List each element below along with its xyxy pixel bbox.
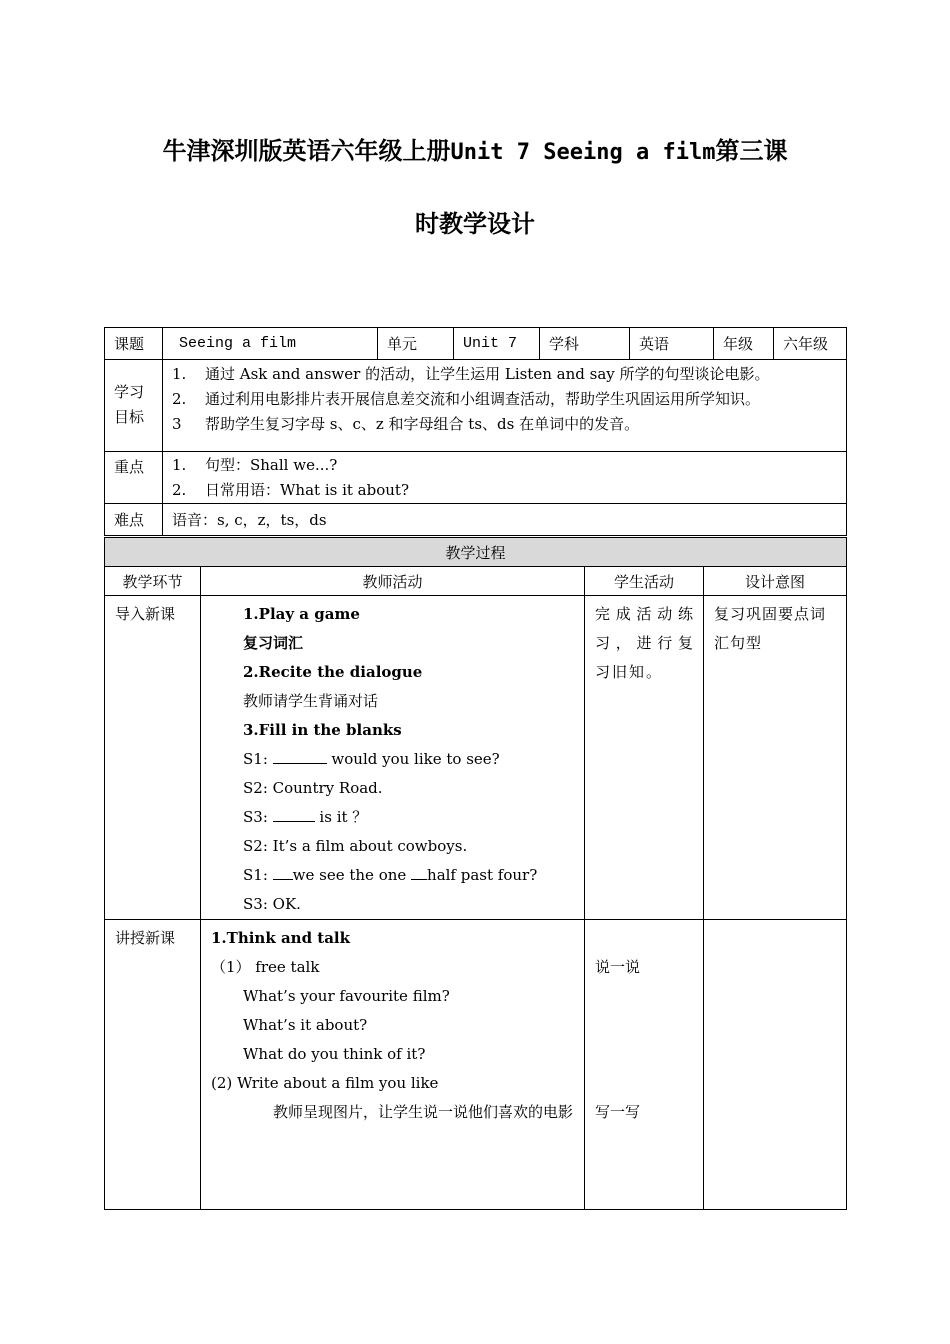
column-header-intent: 设计意图 [704,567,847,596]
column-header-stage: 教学环节 [105,567,201,596]
student-activity-cell: 完成活动练习，进行复习旧知。 [585,596,704,920]
teaching-process-table [104,537,847,1210]
info-header-row [105,328,847,360]
document-title-line-2: 时教学设计 [415,210,535,238]
grade-value: 六年级 [774,328,847,360]
column-header-student: 学生活动 [585,567,704,596]
key-point-item: 1. 句型：Shall we...? [172,456,338,474]
design-intent-cell: 复习巩固要点词汇句型 [704,596,847,920]
grade-label: 年级 [714,328,774,360]
process-row-new-lesson [105,920,847,1210]
process-row-intro [105,596,847,920]
teacher-activity-cell: 1.Play a game 复习词汇 2.Recite the dialogue 教师请学生背诵对话 3.Fill in the blanks S1: would you like to see? S2: Country Road. S3: is it ？ S2: It’s a film about cowboys. S1: we see the one half past four? S3: OK. [201,596,585,920]
subject-label: 学科 [540,328,630,360]
goals-list [163,360,847,452]
difficult-label: 难点 [105,504,163,536]
stage-cell: 讲授新课 [105,920,201,1210]
goal-item: 3 帮助学生复习字母 s、c、z 和字母组合 ts、ds 在单词中的发音。 [172,415,640,433]
stage-cell: 导入新课 [105,596,201,920]
difficult-value: 语音：s, c，z，ts，ds [163,504,847,536]
difficult-row [105,504,847,536]
key-points-row [105,452,847,504]
goals-row [105,360,847,452]
topic-label: 课题 [105,328,163,360]
unit-label: 单元 [378,328,454,360]
goal-item: 1. 通过 Ask and answer 的活动，让学生运用 Listen and say 所学的句型谈论电影。 [172,365,770,383]
key-points-label: 重点 [105,452,163,504]
student-activity-cell: 说一说 写一写 [585,920,704,1210]
document-title-line-1: 牛津深圳版英语六年级上册Unit 7 Seeing a film第三课 [162,137,788,165]
lesson-info-table [104,327,847,536]
goals-label: 学习 目标 [105,360,163,452]
key-points-list [163,452,847,504]
goal-item: 2. 通过利用电影排片表开展信息差交流和小组调查活动，帮助学生巩固运用所学知识。 [172,390,761,408]
process-header: 教学过程 [105,538,847,567]
unit-value: Unit 7 [454,328,540,360]
column-header-teacher: 教师活动 [201,567,585,596]
subject-value: 英语 [630,328,714,360]
teacher-activity-cell: 1.Think and talk （1） free talk What’s your favourite film? What’s it about? What do you think of it? (2) Write about a film you like 教师呈现图片，让学生说一说他们喜欢的电影 [201,920,585,1210]
key-point-item: 2. 日常用语：What is it about? [172,481,409,499]
design-intent-cell [704,920,847,1210]
topic-value: Seeing a film [163,328,378,360]
process-column-headers [105,567,847,596]
